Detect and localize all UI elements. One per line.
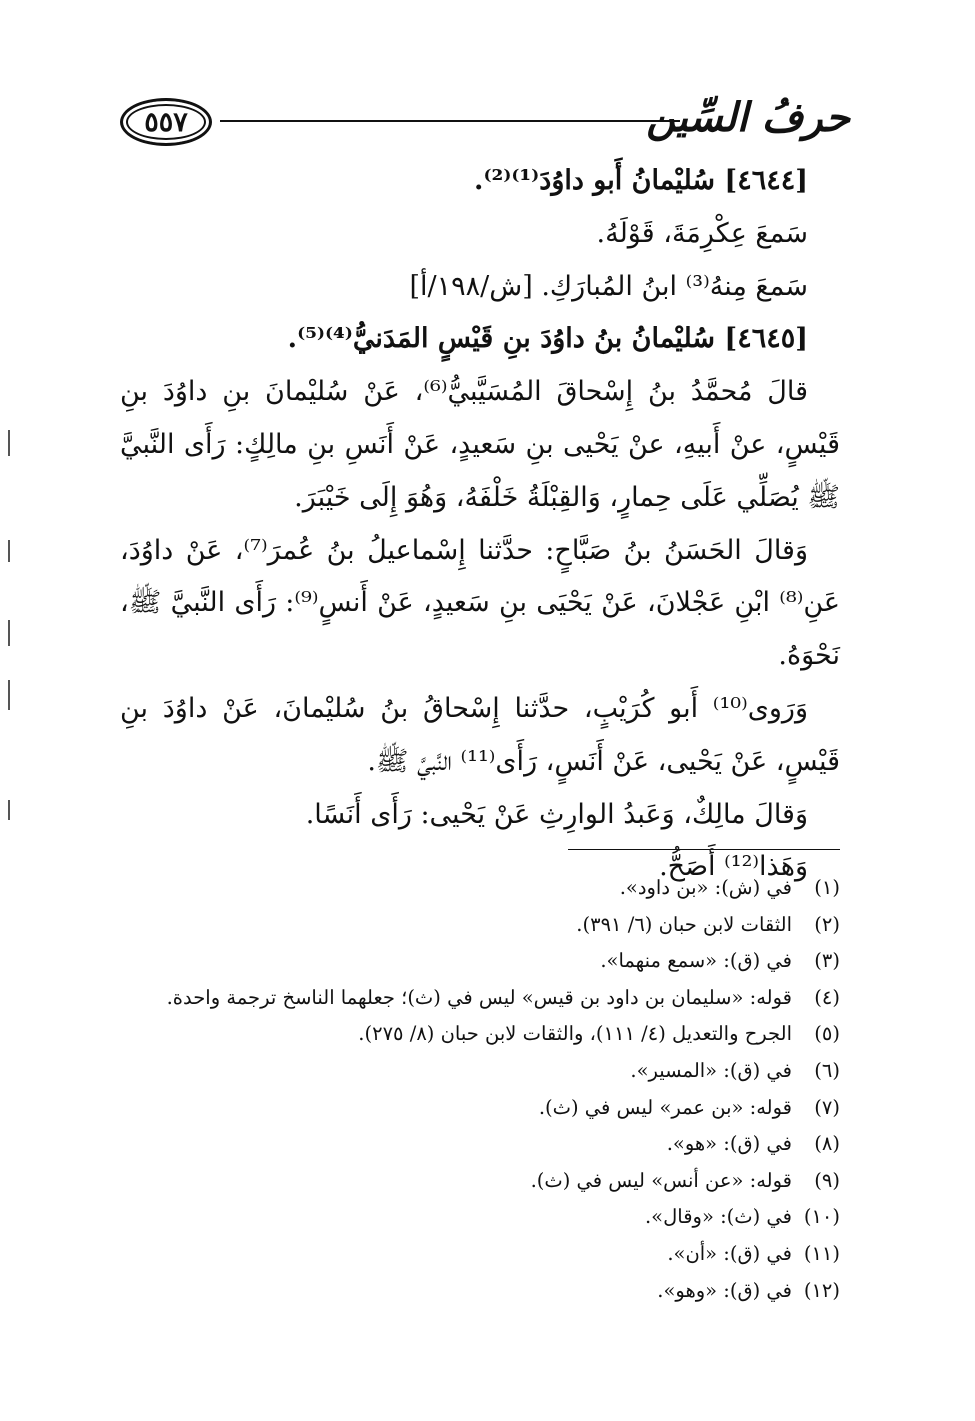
footnote-text: الجرح والتعديل (٤/ ١١١)، والثقات لابن حبان (٨/ ٢٧٥). — [358, 1022, 792, 1046]
text-line: سَمعَ عِكْرِمَةَ، قَوْلَهُ. — [596, 217, 808, 249]
footnote-number: (٤) — [814, 985, 840, 1009]
footnote — [120, 907, 840, 944]
footnote-text: الثقات لابن حبان (٦/ ٣٩١). — [576, 912, 792, 936]
footnote — [120, 1090, 840, 1127]
footnote-number: (٢) — [814, 912, 840, 936]
page-number: ٥٥٧ — [120, 98, 212, 146]
footnote — [120, 1126, 840, 1163]
entry-heading: [٤٦٤٤] سُليْمانُ أَبو داوُدَ⁽¹⁾⁽²⁾. — [474, 165, 808, 196]
footnote — [120, 943, 840, 980]
footnote-text: قوله: «بن عمر» ليس في (ث). — [538, 1095, 792, 1119]
footnote — [120, 1163, 840, 1200]
footnote — [120, 1236, 840, 1273]
footnote-number: (١١) — [803, 1241, 840, 1265]
footnote-number: (٥) — [814, 1022, 840, 1046]
text-paragraph: وَرَوى⁽¹⁰⁾ أَبو كُرَيْبٍ، حدَّثنا إِسْحاقُ بنُ سُليْمانَ، عَنْ داوُدَ بنِ قَيْسٍ، عَنْ يَحْيى، عَنْ أَنَسٍ، رَأَى⁽¹¹⁾ النَّبيَّ ﷺ. — [120, 692, 840, 777]
footnote-number: (٧) — [814, 1095, 840, 1119]
footnote — [120, 1053, 840, 1090]
header-rule — [220, 120, 680, 122]
footnotes — [120, 870, 840, 1309]
footnote-text: في (ش): «بن داود». — [619, 876, 792, 899]
footnote — [120, 1199, 840, 1236]
footnote — [120, 980, 840, 1017]
text-paragraph: وَقالَ الحَسَنُ بنُ صَبَّاحٍ: حدَّثنا إِسْماعيلُ بنُ عُمرَ⁽⁷⁾، عَنْ داوُدَ، عَنِ⁽⁸⁾ ابْنِ عَجْلانَ، عَنْ يَحْيَى بنِ سَعيدٍ، عَنْ أَنسٍ⁽⁹⁾: رَأَى النَّبيَّ ﷺ، نَحْوَهُ. — [120, 534, 840, 672]
footnote-text: في (ق): «المسير». — [630, 1058, 792, 1082]
scan-edge-mark — [8, 620, 10, 646]
scan-edge-mark — [8, 430, 10, 456]
scan-edge-mark — [8, 680, 10, 710]
text-paragraph: قالَ مُحمَّدُ بنُ إِسْحاقَ المُسَيَّبيُّ⁽⁶⁾، عَنْ سُليْمانَ بنِ داوُدَ بنِ قَيْسٍ، عنْ أَبيهِ، عنْ يَحْيى بنِ سَعيدٍ، عَنْ أَنَسِ بنِ مالِكٍ: رَأَى النَّبيَّ ﷺ يُصَلِّي عَلَى حِمارٍ، وَالقِبْلَةُ خَلْفَهُ، وَهُوَ إِلَى خَيْبَرَ. — [120, 376, 840, 513]
scan-edge-mark — [8, 800, 10, 820]
page-header — [120, 94, 850, 146]
chapter-title: حرفُ السِّين — [646, 94, 850, 141]
scan-edge-mark — [8, 540, 10, 562]
entry-heading: [٤٦٤٥] سُليْمانُ بنُ داوُدَ بنِ قَيْسٍ المَدَنيُّ⁽⁴⁾⁽⁵⁾. — [287, 323, 808, 355]
footnote-text: في (ث): «وقال». — [644, 1205, 792, 1229]
footnote — [120, 1016, 840, 1053]
footnote-number: (٨) — [814, 1132, 840, 1156]
main-text — [120, 155, 840, 894]
footnote-number: (١٠) — [803, 1205, 840, 1229]
footnote-text: في (ق): «أن». — [667, 1241, 792, 1265]
footnote-number: (١٢) — [803, 1278, 840, 1302]
footnote-text: في (ق): «هو». — [666, 1132, 792, 1156]
footnote — [120, 870, 840, 907]
footnote — [120, 1273, 840, 1310]
footnote-number: (١) — [814, 876, 840, 899]
footnote-text: في (ق): «سمع منهما». — [600, 949, 792, 973]
text-line: وَقالَ مالِكٌ، وَعَبدُ الوارِثِ عَنْ يَحْيى: رَأَى أَنَسًا. — [305, 798, 808, 830]
footnote-text: قوله: «سليمان بن داود بن قيس» ليس في (ث)؛ جعلهما الناسخ ترجمة واحدة. — [166, 985, 792, 1009]
footnote-number: (٣) — [814, 949, 840, 973]
text-line: وَهَذا⁽¹²⁾ أَصَحُّ. — [659, 851, 808, 883]
text-line: سَمعَ مِنهُ⁽³⁾ ابنُ المُبارَكِ. [ش/١٩٨/أ] — [409, 270, 808, 302]
footnote-number: (٩) — [814, 1168, 840, 1192]
footnote-number: (٦) — [814, 1058, 840, 1082]
footnote-text: قوله: «عن أنس» ليس في (ث). — [530, 1168, 792, 1192]
footnote-text: في (ق): «وهو». — [657, 1278, 792, 1302]
footnote-divider — [568, 849, 840, 850]
